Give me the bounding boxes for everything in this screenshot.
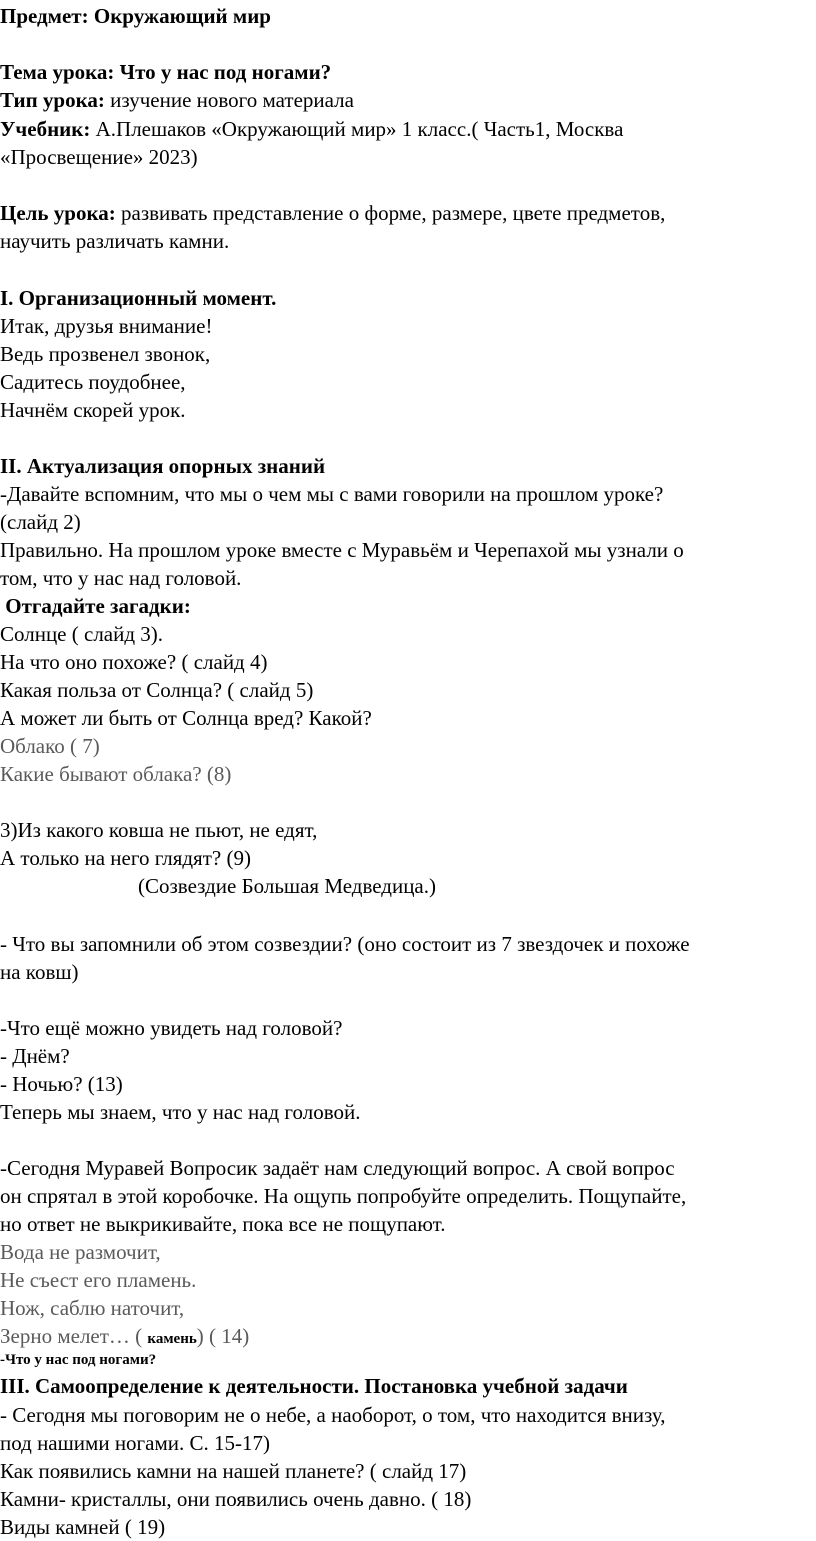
stone-riddle-line: Нож, саблю наточит, <box>0 1296 185 1320</box>
recall-line1: -Давайте вспомним, что мы о чем мы с вами говорили на прошлом уроке? <box>0 482 664 506</box>
box-line: он спрятал в этой коробочке. На ощупь попробуйте определить. Пощупайте, <box>0 1184 687 1208</box>
riddle3-line1: 3)Из какого ковша не пьют, не едят, <box>0 818 318 842</box>
section2-heading: II. Актуализация опорных знаний <box>0 454 326 478</box>
riddle3-answer: (Созвездие Большая Медведица.) <box>138 874 436 898</box>
textbook-value-line2: «Просвещение» 2023) <box>0 145 198 169</box>
stone-riddle-answer: камень <box>147 1331 197 1347</box>
sun-line: Какая польза от Солнца? ( слайд 5) <box>0 678 314 702</box>
right-answer-line2: том, что у нас над головой. <box>0 566 242 590</box>
sun-line: А может ли быть от Солнца вред? Какой? <box>0 706 372 730</box>
textbook-label: Учебник: <box>0 117 91 141</box>
subject-label: Предмет: <box>0 4 89 28</box>
topic-label: Тема урока: <box>0 60 115 84</box>
goal-value-line1: развивать представление о форме, размере, цвете предметов, <box>121 201 666 225</box>
poem-line: Ведь прозвенел звонок, <box>0 342 211 366</box>
subject-value: Окружающий мир <box>93 4 271 28</box>
above-line: - Днём? <box>0 1044 70 1068</box>
recall-line2: (слайд 2) <box>0 510 81 534</box>
constellation-question-line2: на ковш) <box>0 960 79 984</box>
riddle3-line2: А только на него глядят? (9) <box>0 846 251 870</box>
above-line: -Что ещё можно увидеть над головой? <box>0 1016 343 1040</box>
cloud-line: Облако ( 7) <box>0 734 100 758</box>
lesson-type-line <box>0 86 354 114</box>
textbook-line <box>0 115 623 143</box>
above-line: - Ночью? (13) <box>0 1072 123 1096</box>
under-feet-question: -Что у нас под ногами? <box>0 1352 157 1368</box>
goal-label: Цель урока: <box>0 201 116 225</box>
sun-line: Солнце ( слайд 3). <box>0 622 164 646</box>
right-answer-line1: Правильно. На прошлом уроке вместе с Муравьём и Черепахой мы узнали о <box>0 538 684 562</box>
box-line: -Сегодня Муравей Вопросик задаёт нам следующий вопрос. А свой вопрос <box>0 1156 675 1180</box>
poem-line: Садитесь поудобнее, <box>0 370 186 394</box>
section3-line: Как появились камни на нашей планете? ( слайд 17) <box>0 1459 467 1483</box>
riddles-heading: Отгадайте загадки: <box>0 594 191 618</box>
stone-riddle-last-start: Зерно мелет… ( <box>0 1324 148 1348</box>
poem-line: Начнём скорей урок. <box>0 398 186 422</box>
cloud-line: Какие бывают облака? (8) <box>0 762 232 786</box>
section1-heading: I. Организационный момент. <box>0 286 277 310</box>
textbook-value-line1: А.Плешаков «Окружающий мир» 1 класс.( Часть1, Москва <box>95 117 624 141</box>
topic-line <box>0 58 331 86</box>
goal-line <box>0 199 665 227</box>
section3-line: под нашими ногами. С. 15-17) <box>0 1431 271 1455</box>
section3-line: - Сегодня мы поговорим не о небе, а наоборот, о том, что находится внизу, <box>0 1403 666 1427</box>
poem-line: Итак, друзья внимание! <box>0 314 213 338</box>
box-line: но ответ не выкрикивайте, пока все не пощупают. <box>0 1212 446 1236</box>
subject-line <box>0 2 271 30</box>
lesson-type-label: Тип урока: <box>0 88 105 112</box>
section3-line: Виды камней ( 19) <box>0 1515 166 1539</box>
section3-heading: III. Самоопределение к деятельности. Постановка учебной задачи <box>0 1374 628 1398</box>
stone-riddle-last-end: ) ( 14) <box>196 1324 250 1348</box>
topic-value: Что у нас под ногами? <box>119 60 332 84</box>
goal-value-line2: научить различать камни. <box>0 229 230 253</box>
above-line: Теперь мы знаем, что у нас над головой. <box>0 1100 361 1124</box>
constellation-question-line1: - Что вы запомнили об этом созвездии? (оно состоит из 7 звездочек и похоже <box>0 932 690 956</box>
section3-line: Камни- кристаллы, они появились очень давно. ( 18) <box>0 1487 472 1511</box>
stone-riddle-line: Вода не размочит, <box>0 1240 161 1264</box>
sun-line: На что оно похоже? ( слайд 4) <box>0 650 268 674</box>
stone-riddle-line: Не съест его пламень. <box>0 1268 197 1292</box>
lesson-type-value: изучение нового материала <box>110 88 354 112</box>
